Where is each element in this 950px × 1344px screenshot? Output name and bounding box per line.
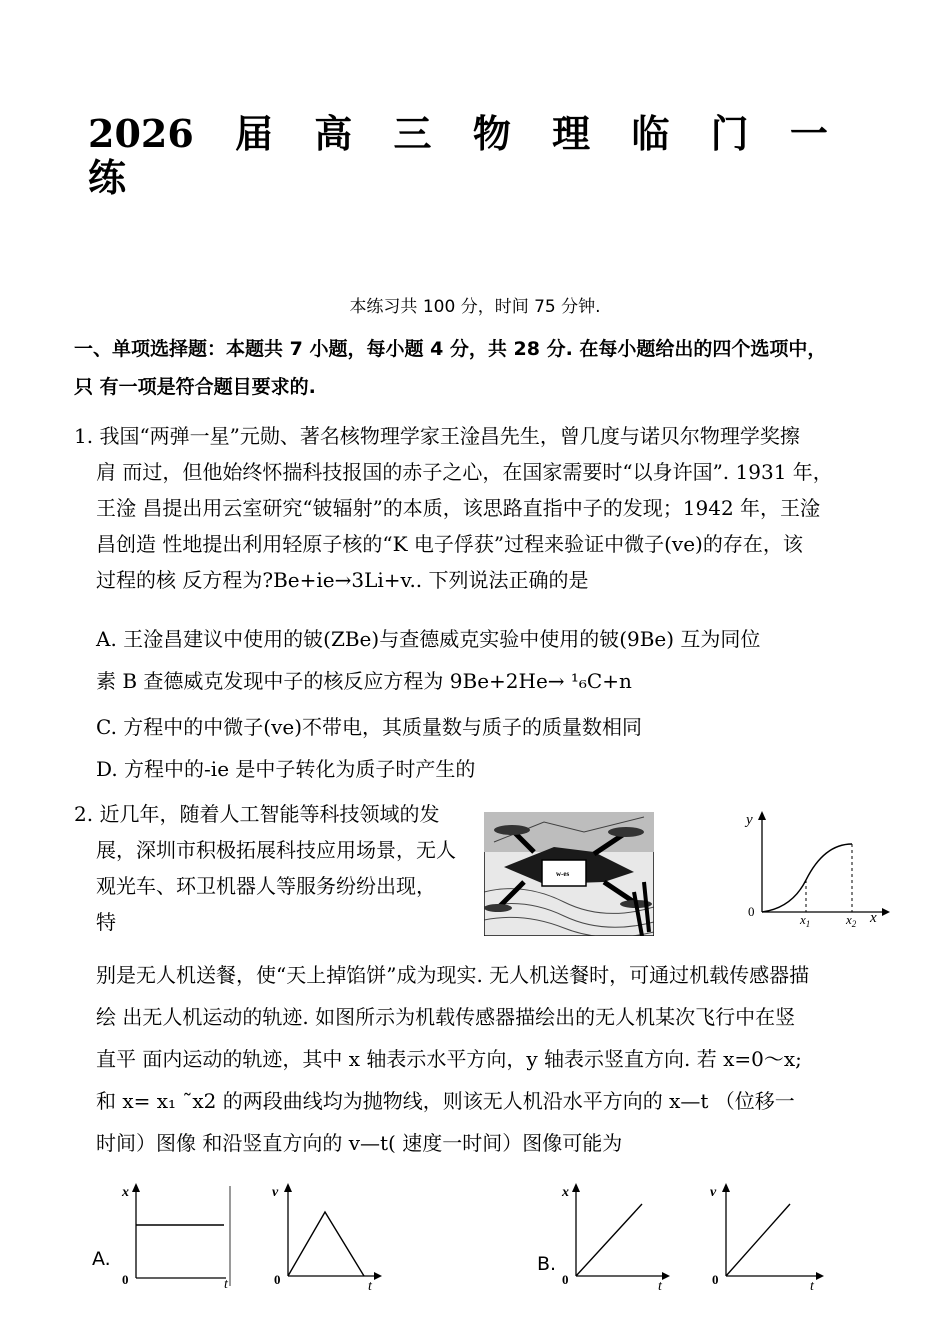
x-axis-label: t [368,1279,372,1290]
q1-option-d: D. 方程中的-ie 是中子转化为质子时产生的 [96,757,476,781]
option-a-label: A. [92,1248,111,1270]
q2-line: 2. 近几年，随着人工智能等科技领域的发 [74,802,440,826]
trajectory-graph [742,808,892,928]
y-axis-label: y [746,812,753,828]
y-axis-arrow [758,811,766,820]
y-axis-label: x [562,1185,569,1200]
vt-line [288,1212,364,1276]
section-heading-line-1: 一、单项选择题：本题共 7 小题，每小题 4 分，共 28 分. 在每小题给出的四个选项中， [74,338,827,360]
x-axis-label: t [658,1279,662,1290]
option-b-label: B. [537,1253,557,1275]
question-2-intro [74,796,484,940]
trajectory-curve [762,844,852,912]
option-b-vt-graph [706,1180,836,1290]
q1-option-c: C. 方程中的中微子(ve)不带电，其质量数与质子的质量数相同 [96,715,643,739]
y-axis-arrow [722,1183,730,1192]
x-axis-arrow [662,1272,670,1280]
exam-intro: 本练习共 100 分，时间 75 分钟. [349,297,601,317]
option-a-xt-graph [116,1180,236,1290]
title-char: 一 [789,111,828,156]
q1-line: 过程的核 反方程为?Be+ie→3Li+v.. 下列说法正确的是 [96,568,589,592]
drone-photo [484,812,654,936]
page-title [88,112,828,200]
q1-line: 1. 我国“两弹一星”元勋、著名核物理学家王淦昌先生，曾几度与诺贝尔物理学奖擦 [74,424,800,448]
question-2-body [96,954,886,1164]
x2-label: $x_2$ [846,912,857,928]
q2-line: 绘 出无人机运动的轨迹. 如图所示为机载传感器描绘出的无人机某次飞行中在竖 [96,1005,796,1029]
x1-label: $x_1$ [800,912,811,928]
title-char: 2026 [88,111,194,156]
section-heading [74,330,894,406]
q1-line: 王淦 昌提出用云室研究“铍辐射”的本质，该思路直指中子的发现；1942 年，王淦 [96,496,821,520]
option-a-vt-graph [268,1180,388,1290]
q2-line: 观光车、环卫机器人等服务纷纷出现， [96,874,436,898]
title-char: 门 [710,111,749,156]
q2-line: 特 [96,910,116,934]
origin-label: 0 [274,1272,281,1287]
x-axis-label: t [224,1277,228,1290]
drone-box-label: w-es [556,870,570,878]
origin-label: 0 [562,1272,569,1287]
x-axis-label: x [870,910,877,926]
x-axis-arrow [374,1272,382,1280]
section-heading-line-2: 只 有一项是符合题目要求的. [74,376,316,398]
q2-line: 时间）图像 和沿竖直方向的 v—t( 速度一时间）图像可能为 [96,1131,623,1155]
origin-label: 0 [712,1272,719,1287]
title-line-1 [88,112,828,156]
title-char: 高 [314,111,353,156]
origin-label: 0 [122,1272,129,1287]
title-char: 理 [552,111,591,156]
y-axis-label: v [272,1185,279,1200]
q1-option-b: 素 B 查德威克发现中子的核反应方程为 9Be+2He→ ¹₆C+n [96,669,632,693]
y-axis-arrow [132,1183,140,1192]
q1-line: 肩 而过，但他始终怀揣科技报国的赤子之心，在国家需要时“以身许国”. 1931 年， [96,460,833,484]
option-b-xt-graph [558,1180,678,1290]
x-axis-arrow [816,1272,824,1280]
y-axis-arrow [572,1183,580,1192]
xt-line [576,1204,642,1276]
y-axis-label: x [122,1185,129,1200]
y-axis-label: v [710,1185,717,1200]
x-axis-arrow [882,908,890,916]
q2-line: 别是无人机送餐，使“天上掉馅饼”成为现实. 无人机送餐时，可通过机载传感器描 [96,963,810,987]
origin-label: 0 [748,904,755,919]
x-axis-label: t [810,1279,814,1290]
question-1 [74,418,884,598]
q1-line: 昌创造 性地提出利用轻原子核的“K 电子俘获”过程来验证中微子(ve)的存在，该 [96,532,803,556]
title-char: 三 [393,111,432,156]
q2-line: 和 x= x₁ ˜x2 的两段曲线均为抛物线，则该无人机沿水平方向的 x—t （位移一 [96,1089,795,1113]
vt-line [726,1204,790,1276]
q1-options [96,618,886,790]
q1-option-a: A. 王淦昌建议中使用的铍(ZBe)与查德威克实验中使用的铍(9Be) 互为同位 [96,627,761,651]
q2-line: 展，深圳市积极拓展科技应用场景，无人 [96,838,456,862]
title-char: 物 [472,111,511,156]
title-line-2: 练 [88,155,127,200]
title-char: 届 [235,111,274,156]
q2-line: 直平 面内运动的轨迹，其中 x 轴表示水平方向，y 轴表示竖直方向. 若 x=0～x; [96,1047,802,1071]
title-char: 临 [631,111,670,156]
y-axis-arrow [284,1183,292,1192]
